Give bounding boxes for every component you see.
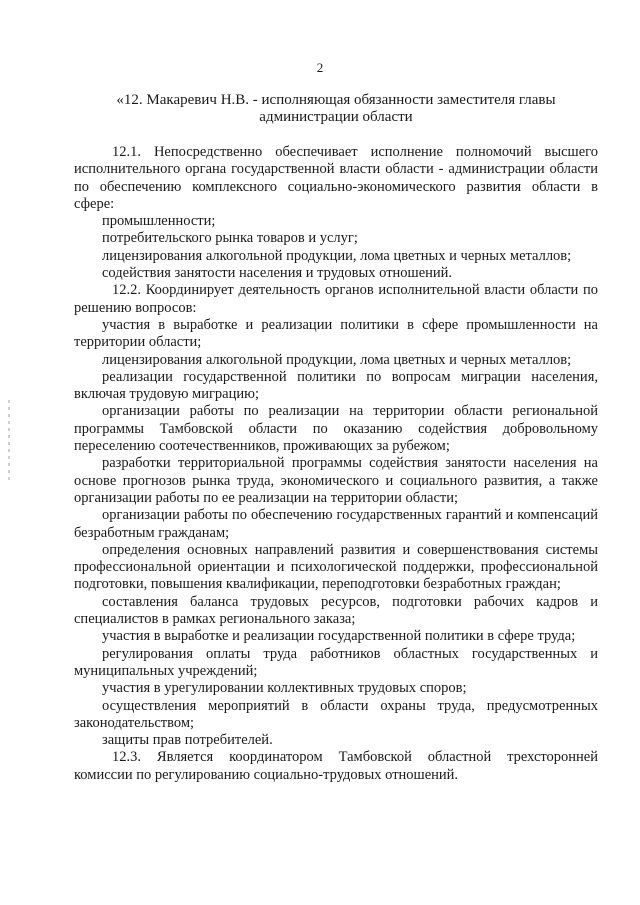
document-body bbox=[74, 144, 598, 784]
list-item: лицензирования алкогольной продукции, лома цветных и черных металлов; bbox=[102, 351, 572, 368]
list-item: составления баланса трудовых ресурсов, подготовки рабочих кадров и специалистов в рамках регионального заказа; bbox=[74, 593, 598, 628]
list-item: участия в урегулировании коллективных трудовых споров; bbox=[102, 680, 467, 697]
heading-line-2: администрации области bbox=[259, 109, 413, 125]
section-paragraph: 12.1. Непосредственно обеспечивает исполнение полномочий высшего исполнительного органа государственной власти области - администрации области по обеспечению комплексного социально-экономического развития области в сфере: bbox=[74, 144, 598, 212]
list-item: определения основных направлений развития и совершенствования системы профессиональной ориентации и психологической поддержки, профессиональной подготовки, повышения квалификации, переподготовки безработных граждан; bbox=[74, 541, 598, 593]
list-item: регулирования оплаты труда работников областных государственных и муниципальных учреждений; bbox=[74, 645, 598, 679]
scan-edge-mark bbox=[8, 400, 10, 480]
list-item: организации работы по реализации на территории области региональной программы Тамбовской области по оказанию содействия добровольному переселению соотечественников, проживающих за рубежом; bbox=[74, 403, 598, 455]
list-item: участия в выработке и реализации государственной политики в сфере труда; bbox=[102, 628, 576, 645]
list-item: реализации государственной политики по вопросам миграции населения, включая трудовую миграцию; bbox=[74, 368, 598, 403]
list-item: лицензирования алкогольной продукции, лома цветных и черных металлов; bbox=[102, 247, 572, 264]
list-item: защиты прав потребителей. bbox=[102, 732, 273, 749]
list-item: организации работы по обеспечению государственных гарантий и компенсаций безработным гражданам; bbox=[74, 507, 598, 541]
heading-line-1: «12. Макаревич Н.В. - исполняющая обязанности заместителя главы bbox=[116, 92, 556, 108]
list-item: потребительского рынка товаров и услуг; bbox=[102, 230, 358, 247]
section-paragraph: 12.2. Координирует деятельность органов исполнительной власти области по решению вопросов: bbox=[74, 282, 598, 316]
list-item: разработки территориальной программы содействия занятости населения на основе прогнозов рынка труда, экономического и социального развития, а также организации работы по ее реализации на территории области; bbox=[74, 455, 598, 506]
page-number: 2 bbox=[316, 60, 324, 75]
section-paragraph: 12.3. Является координатором Тамбовской областной трехсторонней комиссии по регулированию социально-трудовых отношений. bbox=[74, 749, 598, 783]
list-item: промышленности; bbox=[102, 213, 216, 230]
section-heading bbox=[74, 92, 598, 126]
list-item: осуществления мероприятий в области охраны труда, предусмотренных законодательством; bbox=[74, 697, 598, 731]
list-item: содействия занятости населения и трудовых отношений. bbox=[102, 265, 453, 282]
list-item: участия в выработке и реализации политики в сфере промышленности на территории области; bbox=[74, 316, 598, 351]
